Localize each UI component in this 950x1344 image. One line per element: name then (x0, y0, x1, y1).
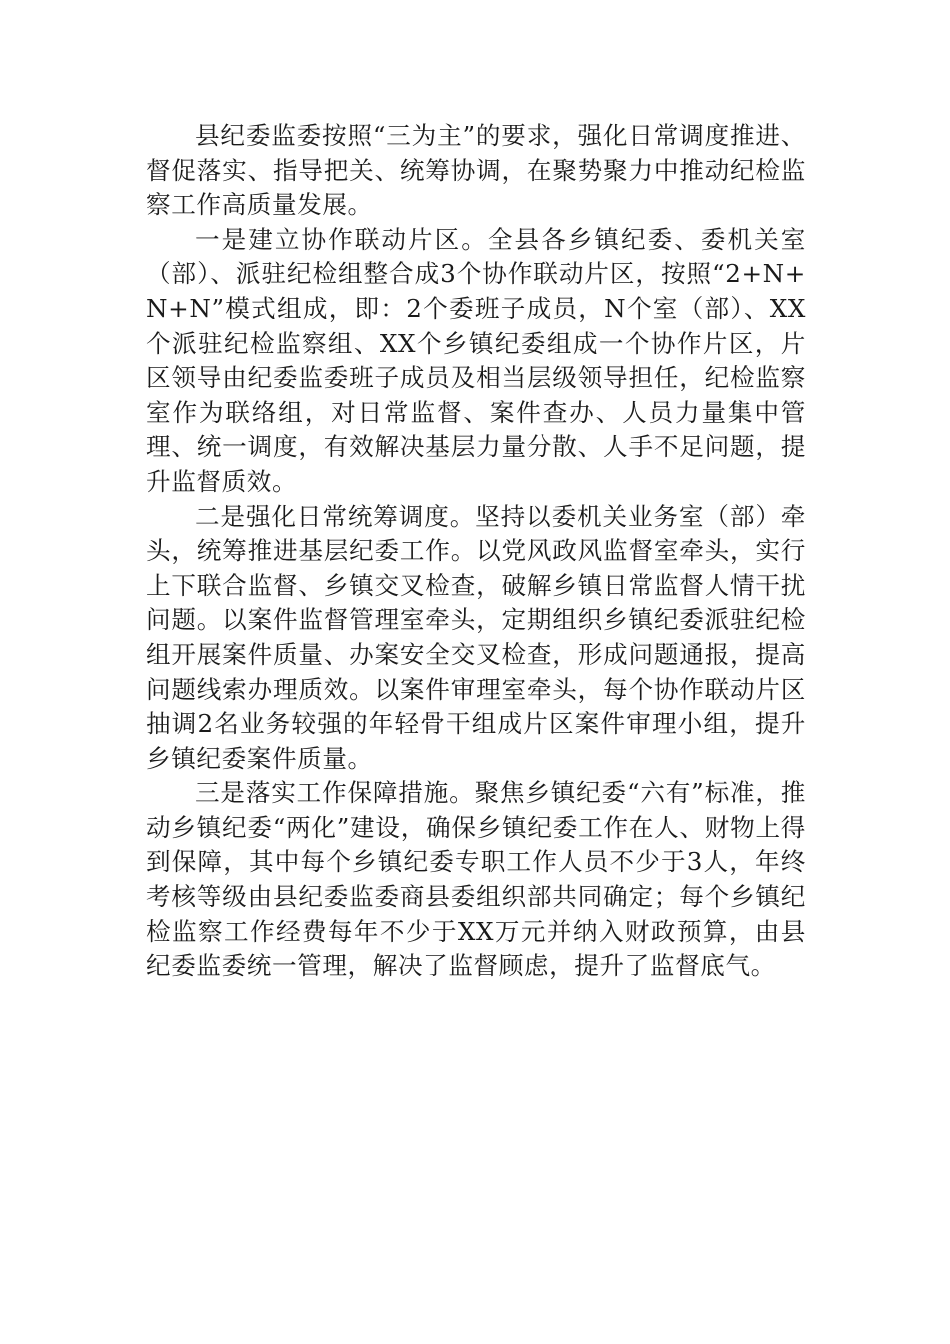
document-body (146, 119, 806, 984)
paragraph-collaboration-zones: 一是建立协作联动片区。全县各乡镇纪委、委机关室（部）、派驻纪检组整合成3个协作联动片区，按照“2+N+N+N”模式组成，即：2个委班子成员，N个室（部）、XX个派驻纪检监察组、XX个乡镇纪委组成一个协作片区，片区领导由纪委监委班子成员及相当层级领导担任，纪检监察室作为联络组，对日常监督、案件查办、人员力量集中管理、统一调度，有效解决基层力量分散、人手不足问题，提升监督质效。 (146, 224, 806, 496)
paragraph-daily-coordination: 二是强化日常统筹调度。坚持以委机关业务室（部）牵头，统筹推进基层纪委工作。以党风政风监督室牵头，实行上下联合监督、乡镇交叉检查，破解乡镇日常监督人情干扰问题。以案件监督管理室牵头，定期组织乡镇纪委派驻纪检组开展案件质量、办案安全交叉检查，形成问题通报，提高问题线索办理质效。以案件审理室牵头，每个协作联动片区抽调2名业务较强的年轻骨干组成片区案件审理小组，提升乡镇纪委案件质量。 (146, 501, 806, 773)
paragraph-work-guarantees: 三是落实工作保障措施。聚焦乡镇纪委“六有”标准，推动乡镇纪委“两化”建设，确保乡镇纪委工作在人、财物上得到保障，其中每个乡镇纪委专职工作人员不少于3人，年终考核等级由县纪委监委商县委组织部共同确定；每个乡镇纪检监察工作经费每年不少于XX万元并纳入财政预算，由县纪委监委统一管理，解决了监督顾虑，提升了监督底气。 (146, 778, 806, 981)
paragraph-intro: 县纪委监委按照“三为主”的要求，强化日常调度推进、督促落实、指导把关、统筹协调，在聚势聚力中推动纪检监察工作高质量发展。 (146, 121, 806, 220)
